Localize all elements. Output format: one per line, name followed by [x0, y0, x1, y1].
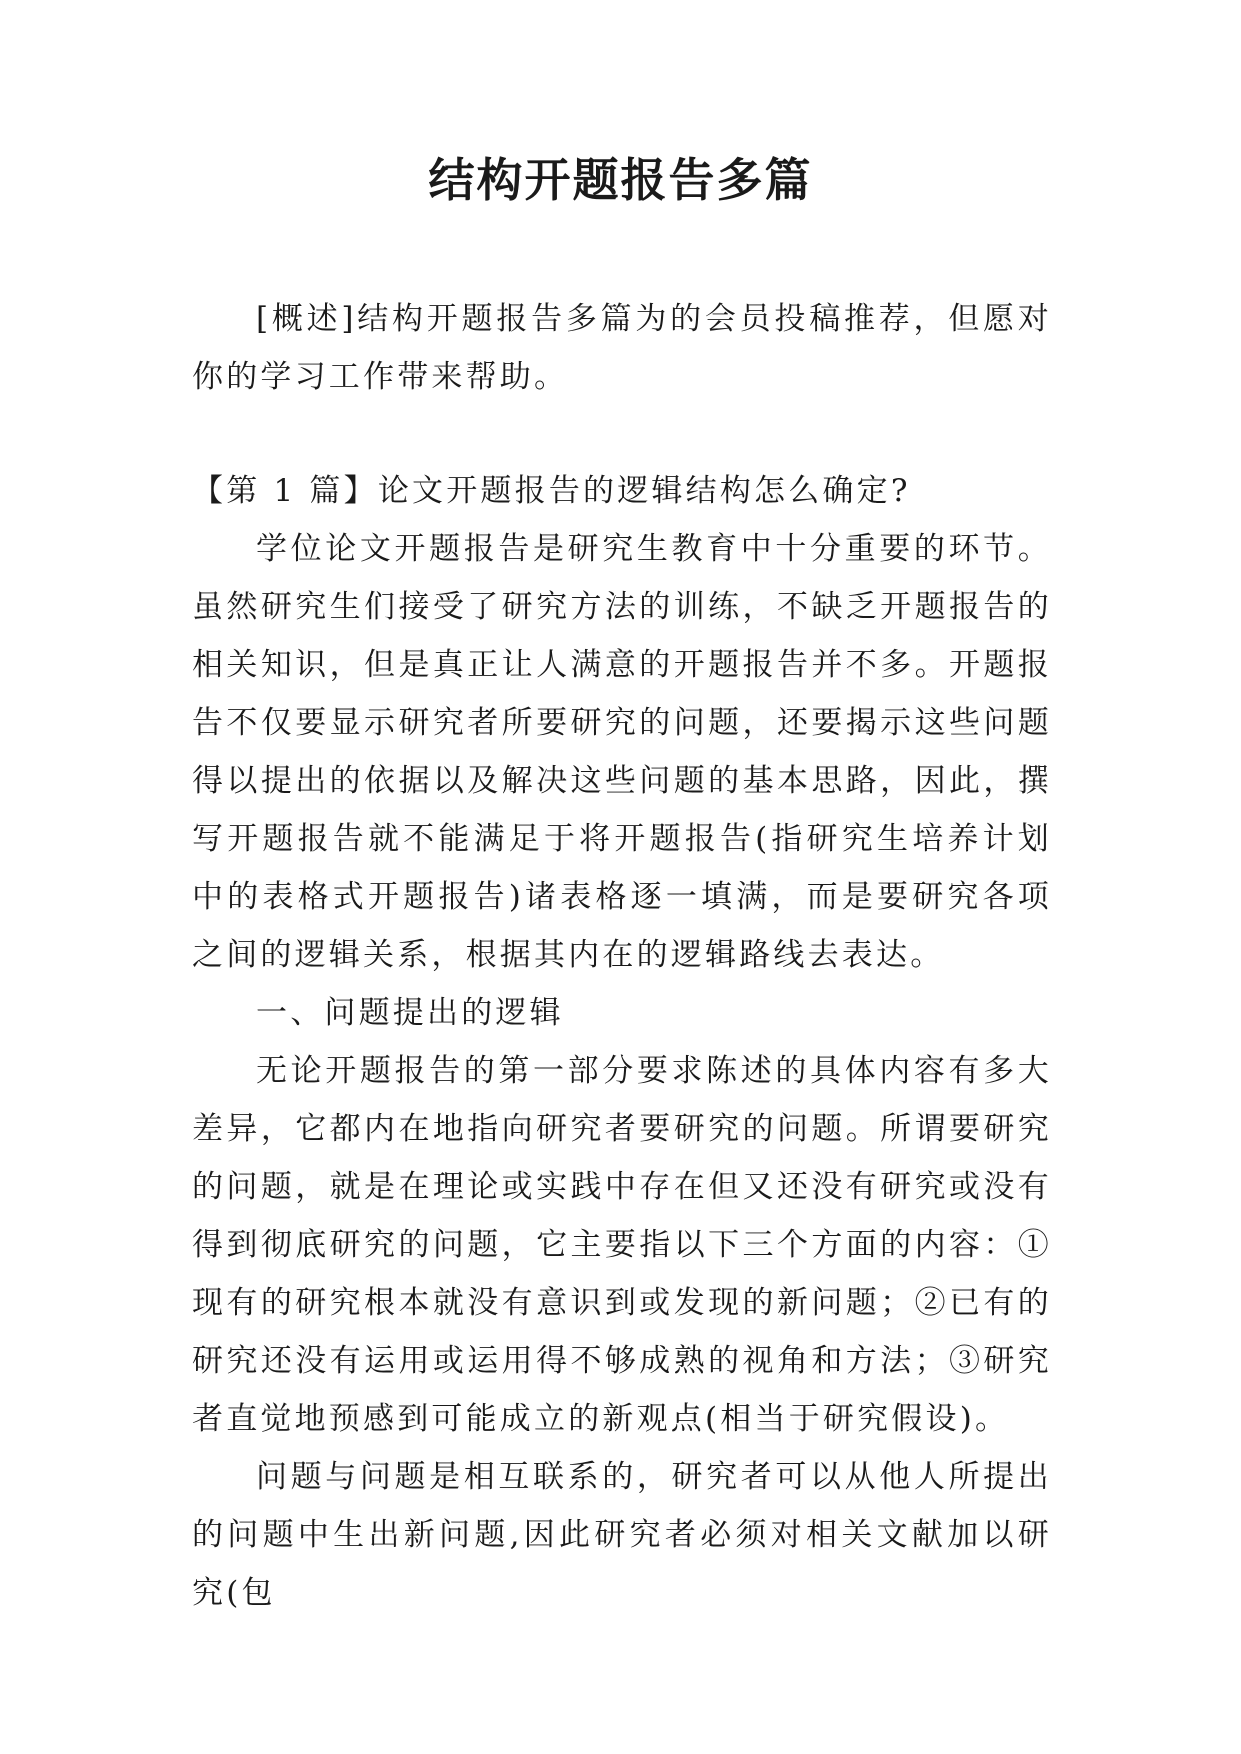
summary-paragraph: [概述]结构开题报告多篇为的会员投稿推荐，但愿对你的学习工作带来帮助。 — [192, 301, 1052, 395]
article-body — [192, 520, 1052, 1622]
article-paragraph-relation: 问题与问题是相互联系的，研究者可以从他人所提出的问题中生出新问题,因此研究者必须对相关文献加以研究(包 — [192, 1459, 1052, 1611]
article-paragraph-problem: 无论开题报告的第一部分要求陈述的具体内容有多大差异，它都内在地指向研究者要研究的问题。所谓要研究的问题，就是在理论或实践中存在但又还没有研究或没有得到彻底研究的问题，它主要指以下三个方面的内容：①现有的研究根本就没有意识到或发现的新问题；②已有的研究还没有运用或运用得不够成熟的视角和方法；③研究者直觉地预感到可能成立的新观点(相当于研究假设)。 — [192, 1053, 1052, 1437]
article-heading: 【第 1 篇】论文开题报告的逻辑结构怎么确定? — [192, 473, 911, 509]
section-heading: 一、问题提出的逻辑 — [256, 995, 564, 1031]
article-paragraph-intro: 学位论文开题报告是研究生教育中十分重要的环节。虽然研究生们接受了研究方法的训练，不缺乏开题报告的相关知识，但是真正让人满意的开题报告并不多。开题报告不仅要显示研究者所要研究的问题，还要揭示这些问题得以提出的依据以及解决这些问题的基本思路，因此，撰写开题报告就不能满足于将开题报告(指研究生培养计划中的表格式开题报告)诸表格逐一填满，而是要研究各项之间的逻辑关系，根据其内在的逻辑路线去表达。 — [192, 531, 1052, 973]
document-title: 结构开题报告多篇 — [428, 153, 813, 207]
